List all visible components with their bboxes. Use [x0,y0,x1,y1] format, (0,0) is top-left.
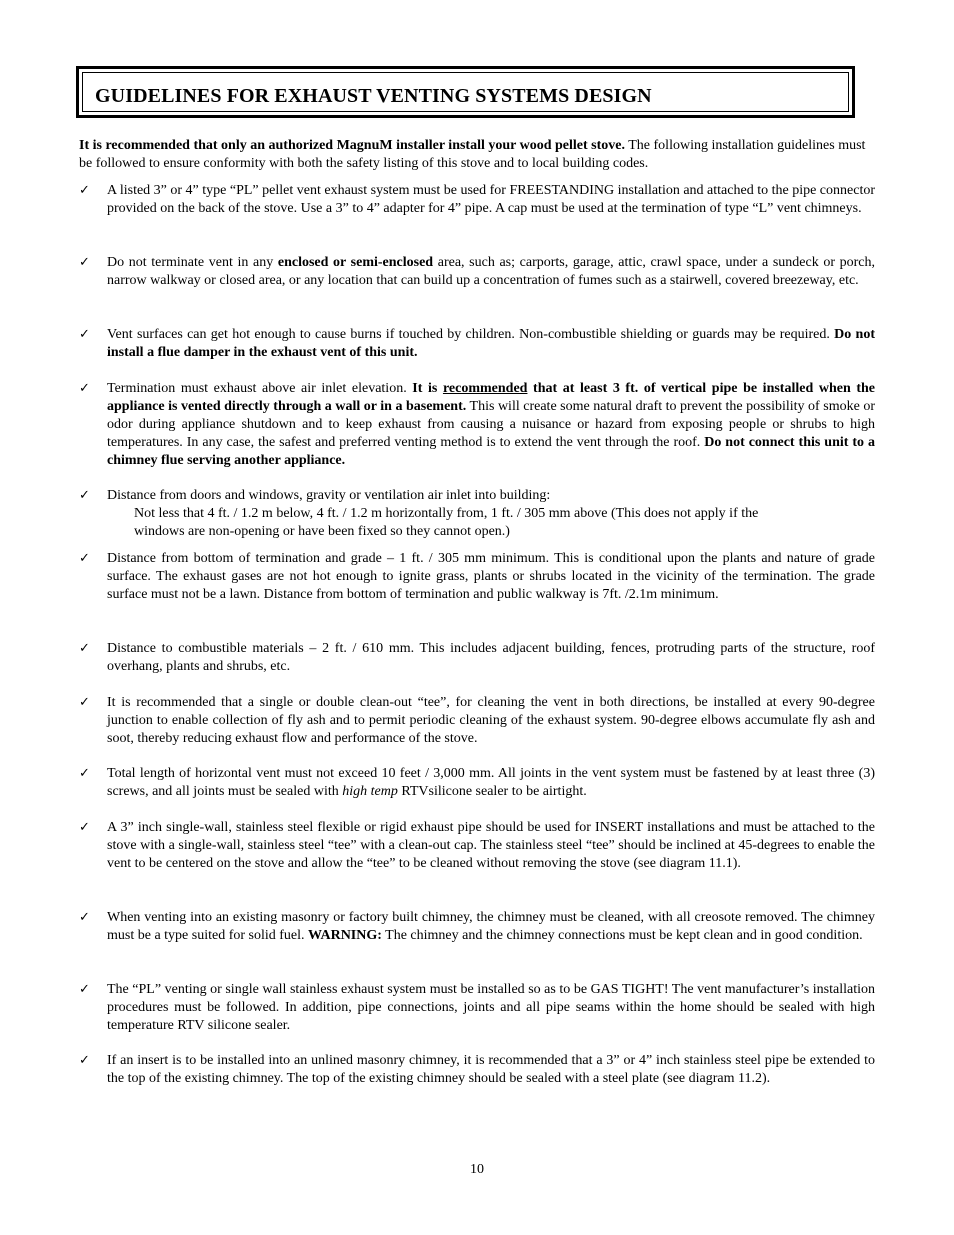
item-text: Termination must exhaust above air inlet elevation. It is recommended that at least 3 ft. of vertical pipe be installed when the appliance is vented directly through a wall or in a basement. This will create some natural draft to prevent the possibility of smoke or odor during appliance shutdown and to keep exhaust from causing a nuisance or hazard from exposing people or shrubs to high temperatures. In any case, the safest and preferred venting method is to extend the vent through the roof. Do not connect this unit to a chimney flue serving another appliance. [107,381,875,468]
intro-paragraph [79,137,875,173]
item-subtext [134,505,875,541]
title-box [76,66,855,118]
list-item [79,1052,875,1088]
list-item [79,326,875,362]
item-text: Do not terminate vent in any enclosed or semi-enclosed area, such as; carports, garage, attic, crawl space, under a sundeck or porch, narrow walkway or closed area, or any location that can build up a concentration of fumes such as a stairwell, covered breezeway, etc. [107,255,875,288]
list-item [79,981,875,1035]
checkmark-icon: ✓ [79,982,90,997]
item-text: If an insert is to be installed into an unlined masonry chimney, it is recommended that a 3” or 4” inch stainless steel pipe be extended to the top of the existing chimney. The top of the existing chimney should be sealed with a steel plate (see diagram 11.2). [107,1053,875,1086]
checkmark-icon: ✓ [79,551,90,566]
subtext-line: windows are non-opening or have been fixed so they cannot open.) [134,524,510,539]
item-text: A 3” inch single-wall, stainless steel flexible or rigid exhaust pipe should be used for INSERT installations and must be attached to the stove with a single-wall, stainless steel “tee” with a clean-out cap. The stainless steel “tee” should be inclined at 45-degrees to enable the vent to be centered on the stove and allow the “tee” to be cleaned without removing the stove (see diagram 11.1). [107,820,875,871]
list-item [79,550,875,604]
item-text: Vent surfaces can get hot enough to cause burns if touched by children. Non-combustible shielding or guards may be required. Do not install a flue damper in the exhaust vent of this unit. [107,327,875,360]
checkmark-icon: ✓ [79,820,90,835]
item-text: Total length of horizontal vent must not exceed 10 feet / 3,000 mm. All joints in the vent system must be fastened by at least three (3) screws, and all joints must be sealed with high temp RTVsilicone sealer to be airtight. [107,766,875,799]
list-item [79,254,875,290]
page-title: GUIDELINES FOR EXHAUST VENTING SYSTEMS DESIGN [95,85,652,107]
list-item [79,182,875,218]
checkmark-icon: ✓ [79,183,90,198]
checkmark-icon: ✓ [79,327,90,342]
title-inner-border [82,72,849,112]
list-item [79,765,875,801]
checkmark-icon: ✓ [79,641,90,656]
item-text: When venting into an existing masonry or factory built chimney, the chimney must be cleaned, with all creosote removed. The chimney must be a type suited for solid fuel. WARNING: The chimney and the chimney connections must be kept clean and in good condition. [107,910,875,943]
list-item [79,909,875,945]
item-text: Distance from doors and windows, gravity or ventilation air inlet into building: [107,488,551,503]
checkmark-icon: ✓ [79,766,90,781]
list-item [79,640,875,676]
item-text: Distance to combustible materials – 2 ft. / 610 mm. This includes adjacent building, fences, protruding parts of the structure, roof overhang, plants and shrubs, etc. [107,641,875,674]
list-item [79,380,875,470]
checkmark-icon: ✓ [79,1053,90,1068]
intro-rest: The following installation guidelines must be followed to ensure conformity with both the safety listing of this stove and to local building codes. [79,138,866,171]
item-text: It is recommended that a single or double clean-out “tee”, for cleaning the vent in both directions, be installed at every 90-degree junction to enable collection of fly ash and to permit periodic cleaning of the exhaust system. 90-degree elbows accumulate fly ash and soot, thereby reducing exhaust flow and performance of the stove. [107,695,875,746]
list-item [79,487,875,541]
checkmark-icon: ✓ [79,488,90,503]
item-text: The “PL” venting or single wall stainless exhaust system must be installed so as to be GAS TIGHT! The vent manufacturer’s installation procedures must be followed. In addition, pipe connections, joints and all pipe seams within the home should be sealed with high temperature RTV silicone sealer. [107,982,875,1033]
checkmark-icon: ✓ [79,695,90,710]
item-text: A listed 3” or 4” type “PL” pellet vent exhaust system must be used for FREESTANDING installation and attached to the pipe connector provided on the back of the stove. Use a 3” to 4” adapter for 4” pipe. A cap must be used at the termination of type “L” vent chimneys. [107,183,875,216]
list-item [79,694,875,748]
item-text: Distance from bottom of termination and grade – 1 ft. / 305 mm minimum. This is conditional upon the plants and nature of grade surface. The exhaust gases are not hot enough to ignite grass, plants or shrubs located in the vicinity of the termination. The grade surface must not be a lawn. Distance from bottom of termination and public walkway is 7ft. /2.1m minimum. [107,551,875,602]
checkmark-icon: ✓ [79,910,90,925]
list-item [79,819,875,873]
subtext-line: Not less that 4 ft. / 1.2 m below, 4 ft. / 1.2 m horizontally from, 1 ft. / 305 mm above (This does not apply if the [134,506,759,521]
checkmark-icon: ✓ [79,381,90,396]
checkmark-icon: ✓ [79,255,90,270]
page-number: 10 [470,1162,484,1177]
intro-bold: It is recommended that only an authorized MagnuM installer install your wood pellet stove. [79,138,625,153]
